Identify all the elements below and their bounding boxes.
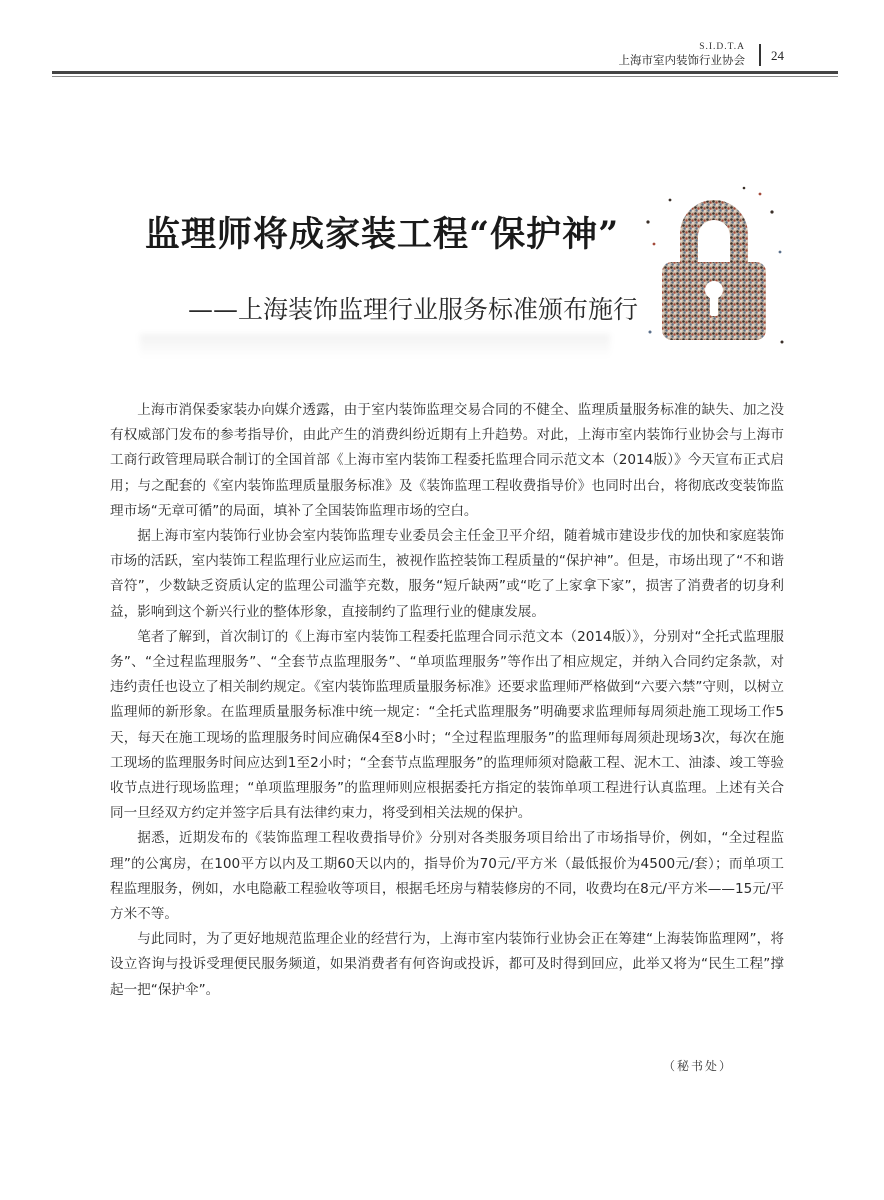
header-abbr: S.I.D.T.A bbox=[699, 42, 745, 52]
header-org-name: 上海市室内装饰行业协会 bbox=[618, 53, 745, 67]
article-subtitle: ——上海装饰监理行业服务标准颁布施行 bbox=[188, 295, 639, 324]
article-title: 监理师将成家装工程“保护神” bbox=[145, 214, 620, 255]
title-shadow bbox=[140, 334, 610, 358]
header-rule-thin bbox=[52, 76, 838, 77]
header-divider bbox=[759, 44, 761, 66]
article-paragraph: 据悉，近期发布的《装饰监理工程收费指导价》分别对各类服务项目给出了市场指导价，例如，“全过程监理”的公寓房，在100平方以内及工期60天以内的，指导价为70元/平方米（最低报价为4500元/套）；而单项工程监理服务，例如，水电隐蔽工程验收等项目，根据毛坯房与精装修房的不同，收费均在8元/平方米——15元/平方米不等。 bbox=[110, 830, 785, 923]
article-paragraph: 据上海市室内装饰行业协会室内装饰监理专业委员会主任金卫平介绍，随着城市建设步伐的加快和家庭装饰市场的活跃，室内装饰工程监理行业应运而生，被视作监控装饰工程质量的“保护神”。但是，市场出现了“不和谐音符”，少数缺乏资质认定的监理公司滥竽充数，服务“短斤缺两”或“吃了上家拿下家”，损害了消费者的切身利益，影响到这个新兴行业的整体形象，直接制约了监理行业的健康发展。 bbox=[110, 528, 784, 620]
article-body bbox=[110, 398, 784, 1003]
article-paragraph: 上海市消保委家装办向媒介透露，由于室内装饰监理交易合同的不健全、监理质量服务标准的缺失、加之没有权威部门发布的参考指导价，由此产生的消费纠纷近期有上升趋势。对此，上海市室内装饰行业协会与上海市工商行政管理局联合制订的全国首部《上海市室内装饰工程委托监理合同示范文本（2014版）》今天宣布正式启用；与之配套的《室内装饰监理质量服务标准》及《装饰监理工程收费指导价》也同时出台，将彻底改变装饰监理市场“无章可循”的局面，填补了全国装饰监理市场的空白。 bbox=[110, 402, 784, 519]
page-number: 24 bbox=[771, 48, 784, 63]
padlock-crowd-icon bbox=[640, 182, 788, 352]
lock-shackle bbox=[680, 200, 748, 264]
article-byline: （秘书处） bbox=[663, 1059, 734, 1073]
header-rule bbox=[52, 71, 838, 74]
article-paragraph: 与此同时，为了更好地规范监理企业的经营行为，上海市室内装饰行业协会正在筹建“上海装饰监理网”，将设立咨询与投诉受理便民服务频道，如果消费者有何咨询或投诉，都可及时得到回应，此举又将为“民生工程”撑起一把“保护伞”。 bbox=[110, 931, 784, 998]
page-header bbox=[52, 38, 838, 78]
article-paragraph: 笔者了解到，首次制订的《上海市室内装饰工程委托监理合同示范文本（2014版）》，分别对“全托式监理服务”、“全过程监理服务”、“全套节点监理服务”、“单项监理服务”等作出了相应规定，并纳入合同约定条款，对违约责任也设立了相关制约规定。《室内装饰监理质量服务标准》还要求监理师严格做到“六要六禁”守则，以树立监理师的新形象。在监理质量服务标准中统一规定：“全托式监理服务”明确要求监理师每周须赴施工现场工作5天，每天在施工现场的监理服务时间应确保4至8小时；“全过程监理服务”的监理师每周须赴现场3次，每次在施工现场的监理服务时间应达到1至2小时；“全套节点监理服务”的监理师须对隐蔽工程、泥木工、油漆、竣工等验收节点进行现场监理；“单项监理服务”的监理师则应根据委托方指定的装饰单项工程进行认真监理。上述有关合同一旦经双方约定并签字后具有法律约束力，将受到相关法规的保护。 bbox=[110, 628, 784, 822]
